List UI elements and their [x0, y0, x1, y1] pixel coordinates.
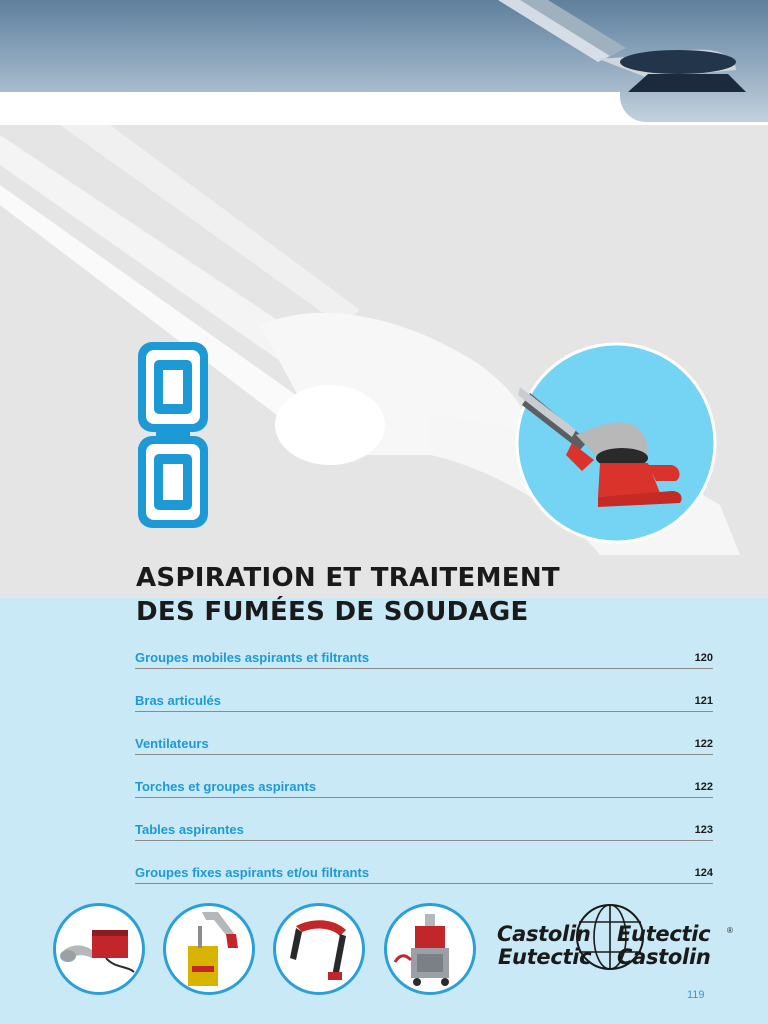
toc-link[interactable]: Bras articulés	[135, 693, 221, 708]
banner-tab	[620, 92, 768, 122]
chapter-title-line-1: ASPIRATION ET TRAITEMENT	[136, 563, 560, 593]
toc-row[interactable]	[135, 648, 713, 669]
product-thumbnail-articulated-arm	[163, 903, 255, 995]
mobile-extraction-unit-image	[56, 906, 142, 992]
toc-row[interactable]	[135, 777, 713, 798]
toc-row[interactable]	[135, 863, 713, 884]
product-thumbnail-torch-unit	[384, 903, 476, 995]
toc-link[interactable]: Groupes fixes aspirants et/ou filtrants	[135, 865, 370, 880]
toc-link[interactable]: Ventilateurs	[135, 736, 209, 751]
toc-link[interactable]: Tables aspirantes	[135, 822, 244, 837]
logo-line-1-left: Castolin	[497, 922, 591, 946]
toc-page-number: 124	[694, 867, 713, 879]
registered-mark: ®	[727, 926, 733, 935]
torch-extraction-unit-image	[387, 906, 473, 992]
toc-page-number: 123	[694, 824, 713, 836]
logo-line-2-left: Eutectic	[498, 945, 592, 969]
fume-extraction-arm-image	[276, 906, 362, 992]
toc-link[interactable]: Groupes mobiles aspirants et filtrants	[135, 650, 370, 665]
table-of-contents	[135, 648, 713, 906]
toc-page-number: 121	[694, 695, 713, 707]
logo-line-1-right: Eutectic	[617, 922, 711, 946]
fume-arm-banner-photo	[478, 0, 768, 92]
page-number: 119	[687, 989, 705, 1001]
chapter-number-8	[136, 340, 210, 530]
toc-row[interactable]	[135, 734, 713, 755]
hero-photo-area	[0, 125, 768, 598]
inset-hood-photo	[0, 125, 768, 598]
castolin-eutectic-logo	[495, 904, 735, 974]
product-thumbnail-fume-arm	[273, 903, 365, 995]
chapter-title-line-2: DES FUMÉES DE SOUDAGE	[136, 597, 529, 627]
chapter-number-text: 8	[136, 340, 137, 341]
top-banner	[0, 0, 768, 92]
toc-page-number: 120	[694, 652, 713, 664]
toc-page-number: 122	[694, 781, 713, 793]
toc-link[interactable]: Torches et groupes aspirants	[135, 779, 317, 794]
toc-row[interactable]	[135, 820, 713, 841]
articulated-arm-unit-image	[166, 906, 252, 992]
logo-line-2-right: Castolin	[617, 945, 711, 969]
chapter-title	[136, 561, 560, 629]
toc-page-number: 122	[694, 738, 713, 750]
header-gap	[0, 92, 620, 125]
product-thumbnail-mobile-unit	[53, 903, 145, 995]
toc-row[interactable]	[135, 691, 713, 712]
